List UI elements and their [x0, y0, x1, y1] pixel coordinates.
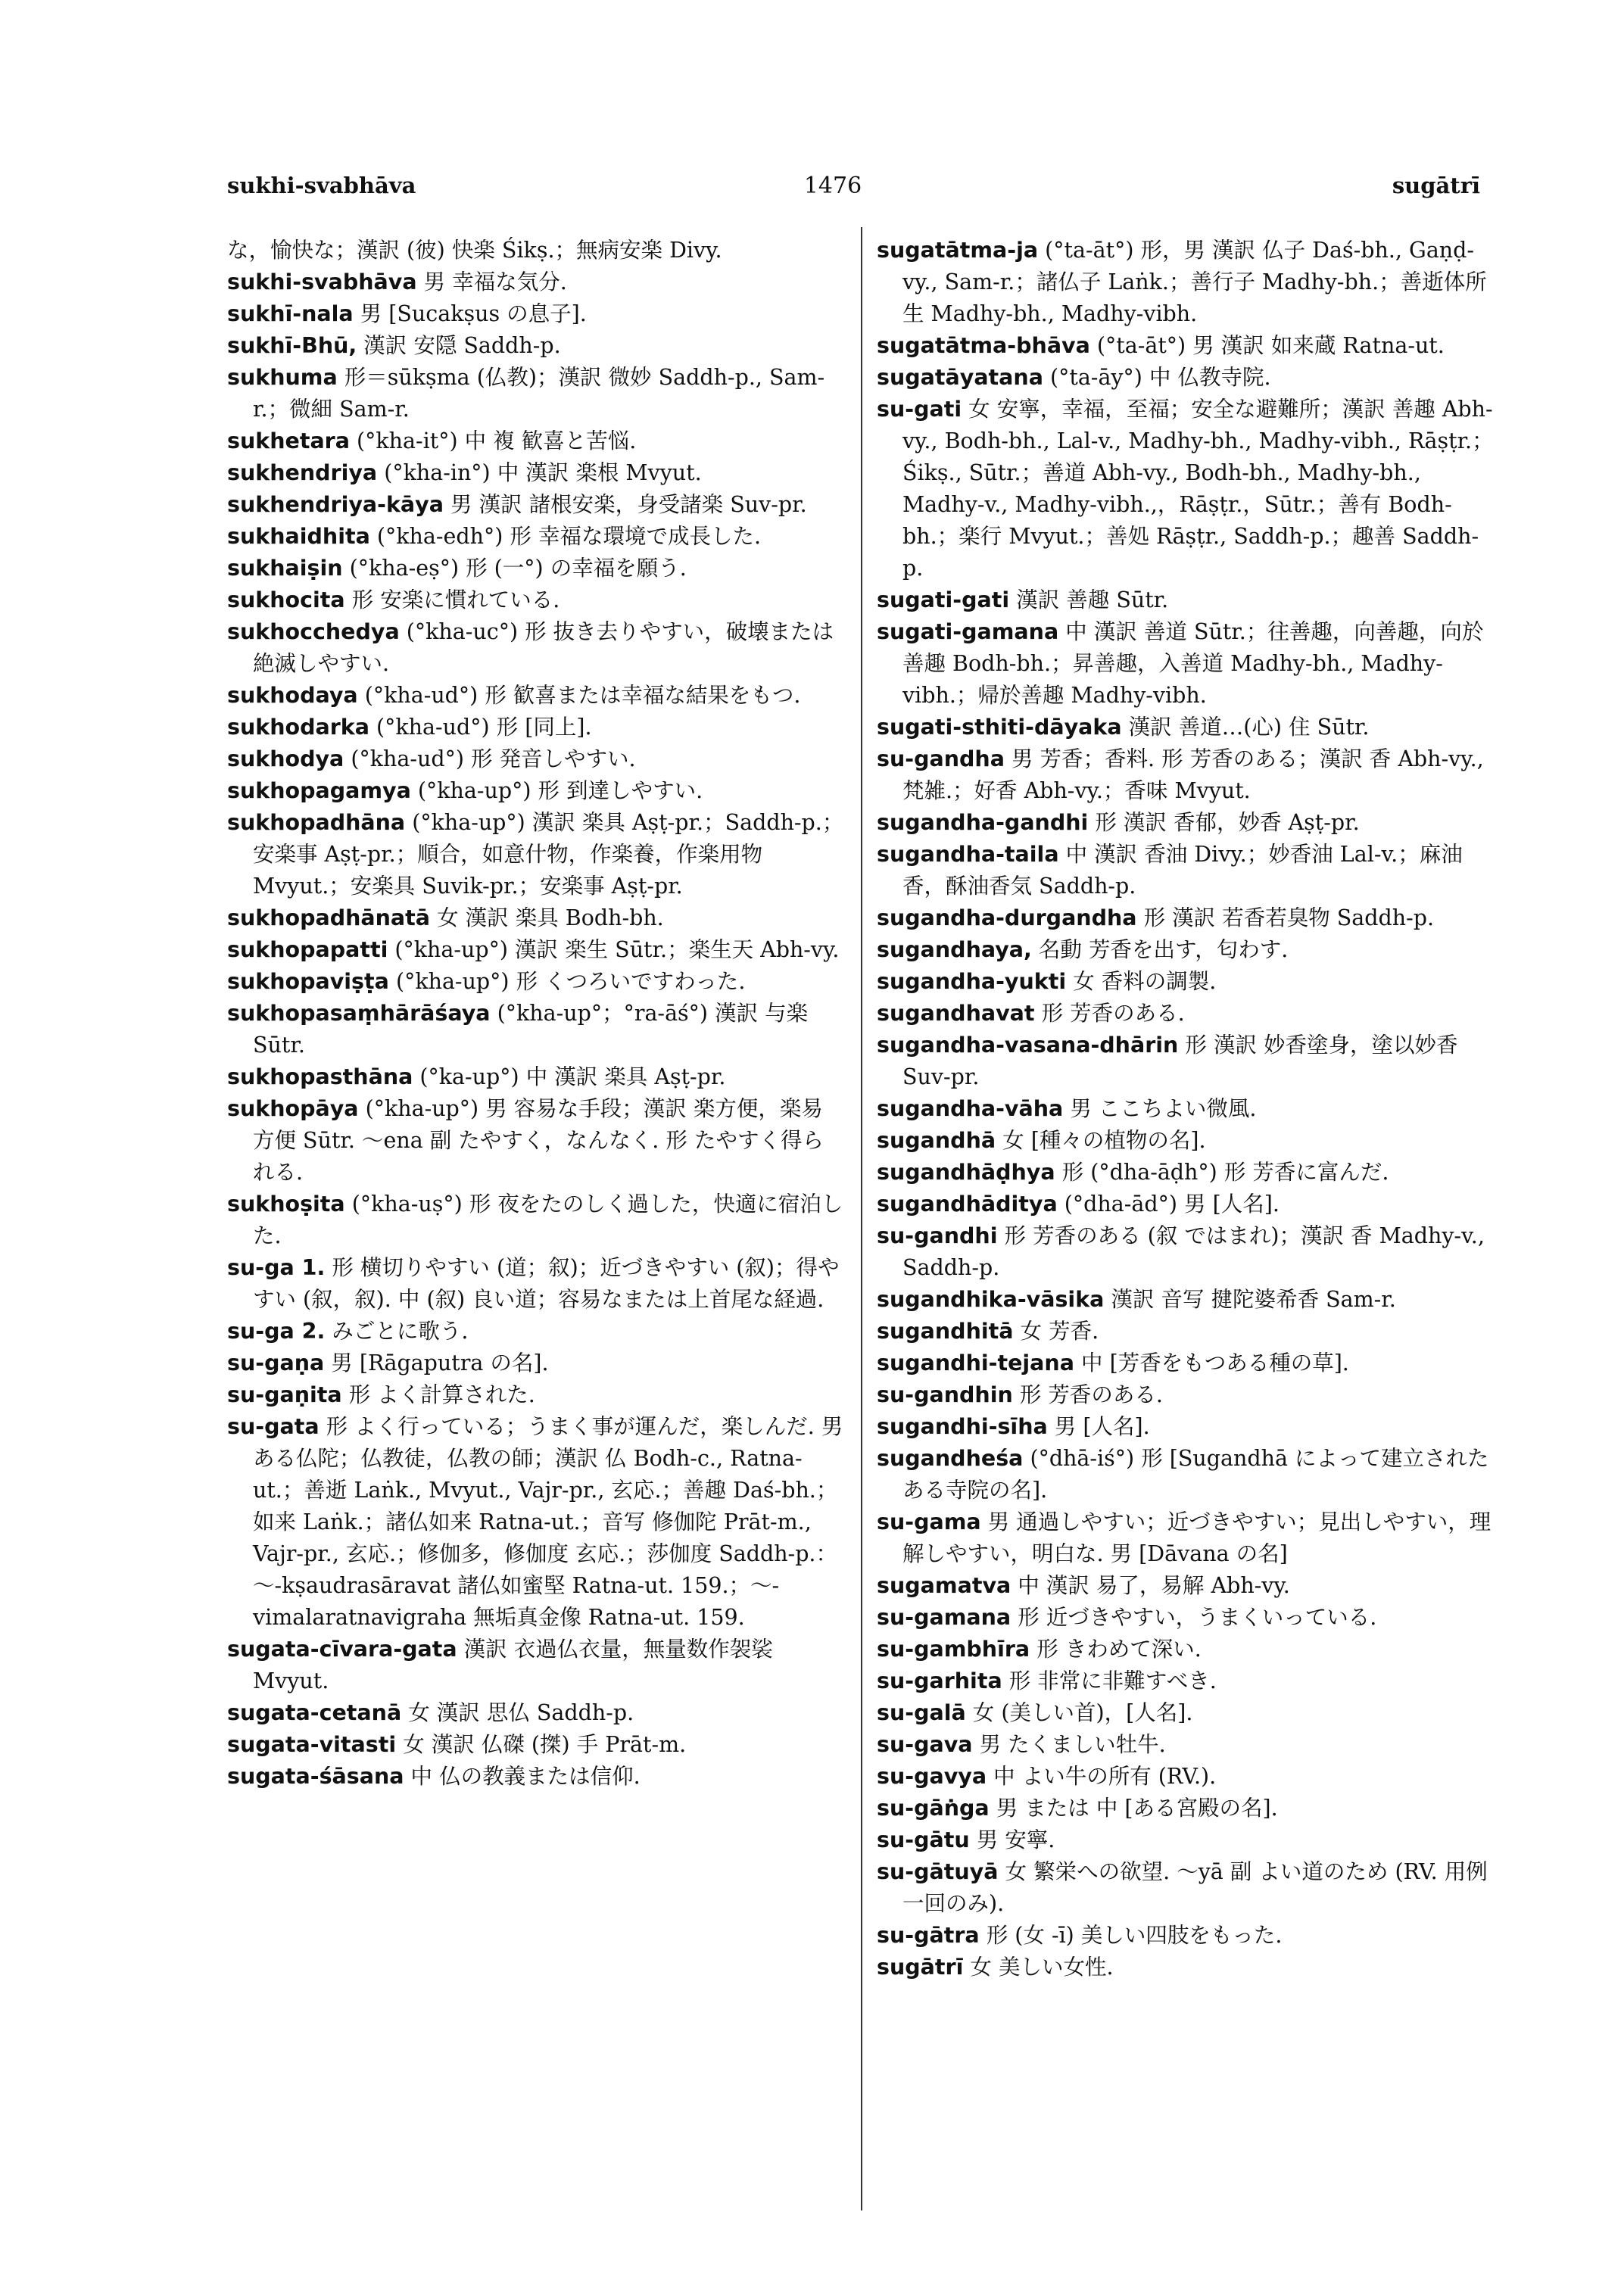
dictionary-entry [877, 1602, 1498, 1634]
entry-definition: (°kha-eṣ°) 形 (一°) の幸福を願う. [342, 556, 687, 581]
headword: su-gava [877, 1732, 973, 1757]
entry-definition: 女 漢訳 仏磔 (搩) 手 Prāt-m. [396, 1732, 687, 1757]
entry-definition: 漢訳 安隠 Saddh-p. [357, 333, 561, 358]
dictionary-entry [227, 330, 844, 362]
headword: sugandheśa [877, 1446, 1024, 1471]
headword: sukhī-nala [227, 301, 354, 326]
dictionary-entry [227, 553, 844, 584]
entry-definition: 中 [芳香をもつある種の草]. [1074, 1351, 1349, 1375]
running-head-left: sukhi-svabhāva [227, 173, 416, 198]
headword: sugatātma-bhāva [877, 333, 1090, 358]
headword: su-gātra [877, 1923, 980, 1948]
dictionary-entry [227, 680, 844, 712]
entry-definition: (°kha-uc°) 形 抜き去りやすい，破壊または絶滅しやすい. [253, 619, 834, 676]
headword: sugata-śāsana [227, 1764, 404, 1789]
dictionary-entry [227, 998, 844, 1061]
headword: sukhodarka [227, 715, 369, 740]
entry-definition: (°kha-up°；°ra-āś°) 漢訳 与楽 Sūtr. [253, 1001, 809, 1058]
dictionary-entry [877, 330, 1498, 362]
dictionary-entry [877, 1761, 1498, 1793]
entry-definition: (°kha-up°) 漢訳 楽生 Sūtr.；楽生天 Abh-vy. [388, 937, 840, 962]
headword: su-gamana [877, 1605, 1011, 1630]
headword: sukhopasaṃhārāśaya [227, 1001, 491, 1026]
dictionary-entry [877, 902, 1498, 934]
dictionary-entry [877, 1411, 1498, 1443]
entry-definition: 男 通過しやすい；近づきやすい；見出しやすい，理解しやすい，明白な. 男 [Dāvana の名] [902, 1509, 1492, 1566]
dictionary-entry [877, 966, 1498, 998]
entry-definition: 形 芳香のある (叙 ではまれ)；漢訳 香 Madhy-v., Saddh-p. [902, 1223, 1485, 1280]
entry-definition: 中 仏の教義または信仰. [404, 1764, 641, 1789]
headword: sukhodaya [227, 683, 358, 708]
entry-definition: (°ta-āt°) 男 漢訳 如来蔵 Ratna-ut. [1089, 333, 1445, 358]
entry-definition: (°kha-ud°) 形 発音しやすい. [344, 746, 636, 771]
dictionary-entry [877, 394, 1498, 584]
headword: sukhopāya [227, 1096, 359, 1121]
dictionary-entry [877, 1856, 1498, 1920]
headword: su-gata [227, 1414, 320, 1439]
headword: su-gaṇita [227, 1382, 342, 1407]
entry-definition: 女 漢訳 思仏 Saddh-p. [401, 1700, 634, 1725]
headword: su-ga 2. [227, 1319, 326, 1344]
dictionary-entry [227, 584, 844, 616]
headword: sukhuma [227, 365, 338, 390]
headword: sukhi-svabhāva [227, 269, 417, 294]
entry-definition: (°kha-up°) 形 くつろいですわった. [388, 969, 746, 994]
dictionary-entry [877, 1030, 1498, 1093]
entry-definition: 中 漢訳 善道 Sūtr.；往善趣，向善趣，向於善趣 Bodh-bh.；昇善趣，入善道 Madhy-bh., Madhy-vibh.；帰於善趣 Madhy-vibh. [902, 619, 1484, 708]
column-divider [861, 227, 862, 2210]
dictionary-entry [227, 1316, 844, 1347]
headword: su-ga 1. [227, 1255, 326, 1280]
entry-definition: 形＝sūkṣma (仏教)；漢訳 微妙 Saddh-p., Sam-r.；微細 Sam-r. [253, 365, 825, 422]
dictionary-entry [227, 425, 844, 457]
headword: sugati-gati [877, 587, 1010, 612]
entry-definition: 漢訳 音写 揵陀婆希香 Sam-r. [1104, 1287, 1396, 1312]
headword: sukhocita [227, 587, 345, 612]
entry-definition: 形 芳香のある. [1012, 1382, 1163, 1407]
right-column [877, 235, 1498, 1983]
entry-definition: 形 横切りやすい (道；叙)；近づきやすい (叙)；得やすい (叙，叙). 中 (叙) 良い道；容易なまたは上首尾な経過. [253, 1255, 840, 1312]
entry-definition: (°dha-ād°) 男 [人名]. [1057, 1192, 1280, 1217]
entry-definition: (°ta-āt°) 形，男 漢訳 仏子 Daś-bh., Gaṇḍ-vy., Sam-r.；諸仏子 Laṅk.；善行子 Madhy-bh.；善逝体所生 Madhy-bh., Madhy-vibh. [902, 238, 1487, 326]
dictionary-entry [877, 1824, 1498, 1856]
dictionary-entry [877, 1093, 1498, 1125]
headword: su-gama [877, 1509, 981, 1534]
dictionary-entry [877, 235, 1498, 330]
page-number: 1476 [803, 173, 862, 199]
dictionary-entry [877, 1443, 1498, 1506]
dictionary-entry [227, 1093, 844, 1189]
dictionary-entry [227, 1697, 844, 1729]
dictionary-entry [227, 1411, 844, 1634]
headword: sugata-vitasti [227, 1732, 397, 1757]
headword: sugandhitā [877, 1319, 1014, 1344]
headword: sugandhi-sīha [877, 1414, 1048, 1439]
headword: su-gātuyā [877, 1859, 999, 1884]
dictionary-entry [227, 1252, 844, 1316]
headword: sugandhaya, [877, 937, 1032, 962]
headword: sukhoṣita [227, 1192, 345, 1217]
dictionary-entry [877, 712, 1498, 743]
entry-definition: 形 漢訳 妙香塗身，塗以妙香 Suv-pr. [902, 1033, 1458, 1089]
dictionary-entry [227, 1729, 844, 1761]
dictionary-entry [877, 998, 1498, 1030]
entry-definition: 漢訳 善趣 Sūtr. [1009, 587, 1169, 612]
dictionary-entry [877, 1634, 1498, 1665]
headword: su-gandhin [877, 1382, 1013, 1407]
left-column [227, 235, 844, 1793]
headword: sugandhā [877, 1128, 996, 1153]
dictionary-entry [227, 616, 844, 680]
dictionary-entry [227, 457, 844, 489]
headword: sugandhika-vāsika [877, 1287, 1105, 1312]
entry-definition: 形 漢訳 若香若臭物 Saddh-p. [1136, 905, 1435, 930]
headword: sugandhāditya [877, 1192, 1058, 1217]
headword: sugati-gamana [877, 619, 1059, 644]
headword: su-gambhīra [877, 1637, 1030, 1662]
dictionary-entry [877, 1157, 1498, 1189]
headword: su-gātu [877, 1827, 970, 1852]
entry-definition: 女 漢訳 楽具 Bodh-bh. [430, 905, 664, 930]
entry-definition: 男 安寧. [969, 1827, 1055, 1852]
entry-definition: (°kha-ud°) 形 歓喜または幸福な結果をもつ. [357, 683, 801, 708]
entry-definition: 男 漢訳 諸根安楽，身受諸楽 Suv-pr. [443, 492, 807, 517]
headword: sukhocchedya [227, 619, 400, 644]
headword: sugatāyatana [877, 365, 1043, 390]
dictionary-entry [227, 966, 844, 998]
headword: sukhī-Bhū, [227, 333, 357, 358]
headword: sukhopaviṣṭa [227, 969, 389, 994]
dictionary-entry [227, 1347, 844, 1379]
entry-definition: な，愉快な；漢訳 (彼) 快楽 Śikṣ.；無病安楽 Divy. [227, 238, 722, 263]
headword: sugandha-durgandha [877, 905, 1137, 930]
dictionary-entry [877, 1665, 1498, 1697]
dictionary-entry [877, 807, 1498, 839]
dictionary-entry [877, 839, 1498, 902]
dictionary-entry [877, 1220, 1498, 1284]
headword: sukhopadhāna [227, 810, 406, 835]
headword: sugata-cīvara-gata [227, 1637, 457, 1662]
headword: sugandhavat [877, 1001, 1035, 1026]
headword: su-garhita [877, 1668, 1002, 1693]
entry-definition: 形 (女 -ī) 美しい四肢をもった. [979, 1923, 1283, 1948]
entry-definition: 女 香料の調製. [1066, 969, 1217, 994]
entry-definition: (°kha-up°) 漢訳 楽具 Aṣṭ-pr.；Saddh-p.；安楽事 Aṣṭ-pr.；順合，如意什物，作楽養，作楽用物 Mvyut.；安楽具 Suvik-pr.；安楽事 Aṣṭ-pr. [253, 810, 844, 899]
dictionary-entry [877, 1793, 1498, 1824]
dictionary-entry [877, 743, 1498, 807]
headword: sugātrī [877, 1955, 964, 1980]
entry-definition: 男 芳香；香料. 形 芳香のある；漢訳 香 Abh-vy., 梵雑.；好香 Abh-vy.；香味 Mvyut. [902, 746, 1484, 803]
dictionary-entry [877, 584, 1498, 616]
headword: su-gavya [877, 1764, 987, 1789]
entry-definition: 形 非常に非難すべき. [1002, 1668, 1217, 1693]
entry-definition: 形 きわめて深い. [1030, 1637, 1202, 1662]
dictionary-entry [877, 1920, 1498, 1952]
headword: sukhopapatti [227, 937, 388, 962]
running-head-right: sugātrī [1392, 173, 1480, 198]
dictionary-entry [227, 1189, 844, 1252]
headword: sugandha-vasana-dhārin [877, 1033, 1179, 1058]
dictionary-entry [877, 1570, 1498, 1602]
entry-definition: 女 繁栄への欲望. ～yā 副 よい道のため (RV. 用例一回のみ). [902, 1859, 1488, 1916]
dictionary-entry [877, 1952, 1498, 1983]
dictionary-entry [227, 489, 844, 521]
headword: sugati-sthiti-dāyaka [877, 715, 1122, 740]
headword: su-gaṇa [227, 1351, 325, 1375]
dictionary-entry [877, 1316, 1498, 1347]
entry-definition: 形 近づきやすい，うまくいっている. [1011, 1605, 1377, 1630]
dictionary-entry [877, 1284, 1498, 1316]
dictionary-entry [877, 1347, 1498, 1379]
dictionary-entry [227, 807, 844, 902]
headword: sugamatva [877, 1573, 1011, 1598]
entry-definition: 形 (°dha-āḍh°) 形 芳香に富んだ. [1055, 1160, 1389, 1185]
entry-definition: (°kha-up°) 形 到達しやすい. [410, 778, 703, 803]
dictionary-entry [877, 1189, 1498, 1220]
headword: sukhendriya [227, 460, 378, 485]
entry-definition: 男 ここちよい微風. [1063, 1096, 1257, 1121]
headword: sukhaidhita [227, 524, 370, 549]
headword: sukhopadhānatā [227, 905, 431, 930]
dictionary-entry [227, 298, 844, 330]
entry-definition: (°kha-edh°) 形 幸福な環境で成長した. [369, 524, 762, 549]
dictionary-entry [227, 362, 844, 425]
entry-definition: 女 (美しい首)，[人名]. [965, 1700, 1193, 1725]
entry-definition: 男 幸福な気分. [416, 269, 567, 294]
dictionary-entry [227, 1634, 844, 1697]
entry-definition: (°dhā-iś°) 形 [Sugandhā によって建立されたある寺院の名]. [902, 1446, 1489, 1503]
entry-definition: 漢訳 衣過仏衣量，無量数作袈裟 Mvyut. [253, 1637, 773, 1693]
entry-definition: 男 [Rāgaputra の名]. [324, 1351, 549, 1375]
entry-definition: 男 たくましい牡牛. [972, 1732, 1166, 1757]
dictionary-entry [227, 712, 844, 743]
headword: sugandha-gandhi [877, 810, 1089, 835]
dictionary-entry [227, 902, 844, 934]
entry-definition: 名動 芳香を出す，匂わす. [1031, 937, 1289, 962]
entry-definition: 形 よく計算された. [341, 1382, 535, 1407]
headword: su-gati [877, 397, 962, 422]
entry-definition: (°kha-it°) 中 複 歓喜と苦悩. [349, 428, 637, 453]
headword: sukhopagamya [227, 778, 411, 803]
dictionary-entry [877, 934, 1498, 966]
entry-definition: 女 芳香. [1013, 1319, 1099, 1344]
headword: su-gandha [877, 746, 1005, 771]
dictionary-entry [877, 362, 1498, 394]
dictionary-entry [227, 1761, 844, 1793]
headword: sukhopasthāna [227, 1064, 413, 1089]
dictionary-entry [877, 1697, 1498, 1729]
entry-definition: 中 漢訳 易了，易解 Abh-vy. [1011, 1573, 1290, 1598]
dictionary-entry [227, 235, 844, 266]
entry-definition: 女 安寧，幸福，至福；安全な避難所；漢訳 善趣 Abh-vy., Bodh-bh., Lal-v., Madhy-bh., Madhy-vibh., Rāṣṭr.；Śikṣ., Sūtr.；善道 Abh-vy., Bodh-bh., Madhy-bh., Madhy-v., Madhy-vibh.,，Rāṣṭr.，Sūtr.；善有 Bodh-bh.；楽行 Mvyut.；善処 Rāṣṭr., Saddh-p.；趣善 Saddh-p. [902, 397, 1494, 581]
headword: sugatātma-ja [877, 238, 1039, 263]
dictionary-entry [877, 1379, 1498, 1411]
dictionary-entry [227, 1061, 844, 1093]
entry-definition: 中 漢訳 香油 Divy.；妙香油 Lal-v.；麻油香，酥油香気 Saddh-p. [902, 842, 1463, 899]
dictionary-entry [227, 934, 844, 966]
entry-definition: 男 [人名]. [1047, 1414, 1150, 1439]
dictionary-entry [877, 1506, 1498, 1570]
headword: sukhaiṣin [227, 556, 343, 581]
entry-definition: みごとに歌う. [325, 1319, 469, 1344]
dictionary-entry [877, 616, 1498, 712]
entry-definition: 女 [種々の植物の名]. [996, 1128, 1206, 1153]
dictionary-entry [227, 1379, 844, 1411]
entry-definition: 形 安楽に慣れている. [344, 587, 560, 612]
headword: sugandha-taila [877, 842, 1059, 867]
dictionary-entry [227, 266, 844, 298]
entry-definition: (°kha-ud°) 形 [同上]. [369, 715, 592, 740]
entry-definition: (°kha-up°) 男 容易な手段；漢訳 楽方便，楽易方便 Sūtr. ～ena 副 たやすく，なんなく. 形 たやすく得られる. [253, 1096, 824, 1185]
entry-definition: 漢訳 善道…(心) 住 Sūtr. [1121, 715, 1370, 740]
entry-definition: 形 芳香のある. [1034, 1001, 1185, 1026]
dictionary-entry [227, 743, 844, 775]
headword: su-gāṅga [877, 1796, 990, 1821]
entry-definition: (°ta-āy°) 中 仏教寺院. [1043, 365, 1271, 390]
headword: sugandhi-tejana [877, 1351, 1074, 1375]
entry-definition: 男 または 中 [ある宮殿の名]. [989, 1796, 1278, 1821]
dictionary-entry [877, 1125, 1498, 1157]
dictionary-entry [877, 1729, 1498, 1761]
entry-definition: 女 美しい女性. [963, 1955, 1114, 1980]
entry-definition: (°ka-up°) 中 漢訳 楽具 Aṣṭ-pr. [413, 1064, 726, 1089]
entry-definition: (°kha-uṣ°) 形 夜をたのしく過した，快適に宿泊した. [253, 1192, 843, 1248]
headword: sugandhāḍhya [877, 1160, 1055, 1185]
entry-definition: 中 よい牛の所有 (RV.). [987, 1764, 1217, 1789]
headword: su-galā [877, 1700, 966, 1725]
headword: sukhendriya-kāya [227, 492, 444, 517]
dictionary-entry [227, 775, 844, 807]
headword: sukhodya [227, 746, 344, 771]
headword: sugandha-vāha [877, 1096, 1064, 1121]
headword: sugata-cetanā [227, 1700, 402, 1725]
entry-definition: 形 漢訳 香郁，妙香 Aṣṭ-pr. [1088, 810, 1360, 835]
headword: sukhetara [227, 428, 350, 453]
entry-definition: 男 [Sucakṣus の息子]. [353, 301, 587, 326]
dictionary-entry [227, 521, 844, 553]
headword: su-gandhi [877, 1223, 998, 1248]
entry-definition: (°kha-in°) 中 漢訳 楽根 Mvyut. [377, 460, 702, 485]
headword: sugandha-yukti [877, 969, 1067, 994]
entry-definition: 形 よく行っている；うまく事が運んだ，楽しんだ. 男 ある仏陀；仏教徒，仏教の師；漢訳 仏 Bodh-c., Ratna-ut.；善逝 Laṅk., Mvyut., Vajr-pr., 玄応.；善趣 Daś-bh.；如来 Laṅk.；諸仏如来 Ratna-ut.；音写 修伽陀 Prāt-m., Vajr-pr., 玄応.；修伽多，修伽度 玄応.；莎伽度 Saddh-p.：～-kṣaudrasāravat 諸仏如蜜堅 Ratna-ut. 159.；～-vimalaratnavigraha 無垢真金像 Ratna-ut. 159. [253, 1414, 843, 1630]
